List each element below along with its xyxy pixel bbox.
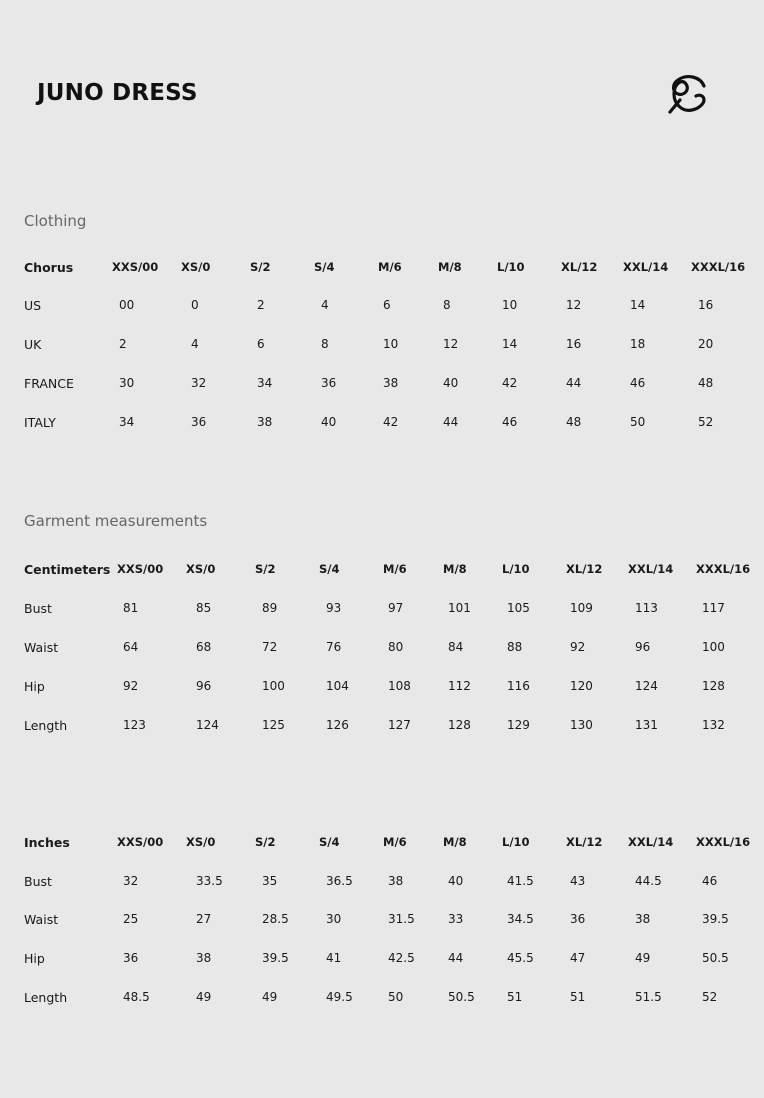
table-cell: 41 bbox=[326, 951, 342, 965]
table-cell: 96 bbox=[196, 679, 212, 693]
table-cell: 44.5 bbox=[635, 874, 662, 888]
column-header: M/8 bbox=[438, 260, 462, 274]
page-title: JUNO DRESS bbox=[37, 80, 198, 106]
table-cell: 47 bbox=[570, 951, 586, 965]
table-cell: 36.5 bbox=[326, 874, 353, 888]
table-cell: 25 bbox=[123, 912, 139, 926]
table-label-header: Centimeters bbox=[24, 562, 111, 577]
table-cell: 12 bbox=[443, 337, 459, 351]
table-cell: 126 bbox=[326, 718, 349, 732]
table-cell: 0 bbox=[191, 298, 199, 312]
column-header: XL/12 bbox=[566, 562, 603, 576]
table-cell: 49 bbox=[262, 990, 278, 1004]
table-label-header: Chorus bbox=[24, 260, 74, 275]
table-cell: 6 bbox=[383, 298, 391, 312]
table-cell: 124 bbox=[635, 679, 658, 693]
table-cell: 18 bbox=[630, 337, 646, 351]
column-header: M/6 bbox=[378, 260, 402, 274]
table-cell: 4 bbox=[191, 337, 199, 351]
column-header: XXXL/16 bbox=[691, 260, 746, 274]
table-cell: 76 bbox=[326, 640, 342, 654]
row-label: ITALY bbox=[24, 415, 56, 430]
table-cell: 31.5 bbox=[388, 912, 415, 926]
section-title: Clothing bbox=[24, 212, 87, 230]
table-label-header: Inches bbox=[24, 835, 70, 850]
table-cell: 97 bbox=[388, 601, 404, 615]
table-cell: 109 bbox=[570, 601, 593, 615]
column-header: L/10 bbox=[502, 835, 530, 849]
table-cell: 39.5 bbox=[702, 912, 729, 926]
row-label: Length bbox=[24, 718, 68, 733]
column-header: S/4 bbox=[314, 260, 335, 274]
table-cell: 14 bbox=[502, 337, 518, 351]
table-cell: 68 bbox=[196, 640, 212, 654]
table-cell: 40 bbox=[443, 376, 459, 390]
table-cell: 52 bbox=[698, 415, 714, 429]
table-cell: 124 bbox=[196, 718, 219, 732]
table-cell: 50.5 bbox=[448, 990, 475, 1004]
column-header: M/6 bbox=[383, 835, 407, 849]
table-cell: 34.5 bbox=[507, 912, 534, 926]
table-cell: 85 bbox=[196, 601, 212, 615]
table-cell: 38 bbox=[635, 912, 651, 926]
table-cell: 105 bbox=[507, 601, 530, 615]
table-cell: 92 bbox=[570, 640, 586, 654]
table-cell: 51 bbox=[570, 990, 586, 1004]
column-header: S/4 bbox=[319, 562, 340, 576]
table-cell: 44 bbox=[443, 415, 459, 429]
table-cell: 50 bbox=[388, 990, 404, 1004]
table-cell: 80 bbox=[388, 640, 404, 654]
column-header: XL/12 bbox=[561, 260, 598, 274]
column-header: XXS/00 bbox=[112, 260, 159, 274]
table-cell: 48 bbox=[698, 376, 714, 390]
table-cell: 42.5 bbox=[388, 951, 415, 965]
table-cell: 44 bbox=[566, 376, 582, 390]
column-header: XS/0 bbox=[181, 260, 211, 274]
table-cell: 72 bbox=[262, 640, 278, 654]
table-cell: 38 bbox=[383, 376, 399, 390]
cursive-c-logo-icon bbox=[664, 72, 708, 116]
table-cell: 50.5 bbox=[702, 951, 729, 965]
table-cell: 16 bbox=[698, 298, 714, 312]
table-cell: 6 bbox=[257, 337, 265, 351]
table-cell: 81 bbox=[123, 601, 139, 615]
row-label: Waist bbox=[24, 640, 59, 655]
table-cell: 35 bbox=[262, 874, 278, 888]
table-cell: 38 bbox=[257, 415, 273, 429]
table-cell: 51 bbox=[507, 990, 523, 1004]
table-cell: 10 bbox=[383, 337, 399, 351]
row-label: Hip bbox=[24, 679, 45, 694]
row-label: Hip bbox=[24, 951, 45, 966]
row-label: Bust bbox=[24, 601, 52, 616]
table-cell: 40 bbox=[448, 874, 464, 888]
table-cell: 27 bbox=[196, 912, 212, 926]
table-cell: 108 bbox=[388, 679, 411, 693]
table-cell: 8 bbox=[443, 298, 451, 312]
table-cell: 42 bbox=[502, 376, 518, 390]
row-label: UK bbox=[24, 337, 42, 352]
table-cell: 4 bbox=[321, 298, 329, 312]
table-cell: 52 bbox=[702, 990, 718, 1004]
column-header: S/2 bbox=[255, 562, 276, 576]
table-cell: 116 bbox=[507, 679, 530, 693]
table-cell: 120 bbox=[570, 679, 593, 693]
table-cell: 38 bbox=[196, 951, 212, 965]
table-cell: 32 bbox=[191, 376, 207, 390]
row-label: Bust bbox=[24, 874, 52, 889]
column-header: XXS/00 bbox=[117, 835, 164, 849]
table-cell: 30 bbox=[119, 376, 135, 390]
table-cell: 131 bbox=[635, 718, 658, 732]
table-cell: 16 bbox=[566, 337, 582, 351]
column-header: S/2 bbox=[250, 260, 271, 274]
table-cell: 129 bbox=[507, 718, 530, 732]
table-cell: 100 bbox=[702, 640, 725, 654]
table-cell: 128 bbox=[448, 718, 471, 732]
table-cell: 2 bbox=[257, 298, 265, 312]
table-cell: 125 bbox=[262, 718, 285, 732]
table-cell: 104 bbox=[326, 679, 349, 693]
section-title: Garment measurements bbox=[24, 512, 208, 530]
table-cell: 132 bbox=[702, 718, 725, 732]
column-header: XL/12 bbox=[566, 835, 603, 849]
table-cell: 43 bbox=[570, 874, 586, 888]
table-cell: 45.5 bbox=[507, 951, 534, 965]
table-cell: 48 bbox=[566, 415, 582, 429]
table-cell: 123 bbox=[123, 718, 146, 732]
table-cell: 130 bbox=[570, 718, 593, 732]
table-cell: 88 bbox=[507, 640, 523, 654]
column-header: XXXL/16 bbox=[696, 835, 751, 849]
table-cell: 51.5 bbox=[635, 990, 662, 1004]
table-cell: 34 bbox=[119, 415, 135, 429]
table-cell: 127 bbox=[388, 718, 411, 732]
table-cell: 36 bbox=[191, 415, 207, 429]
column-header: L/10 bbox=[502, 562, 530, 576]
table-cell: 93 bbox=[326, 601, 342, 615]
column-header: M/6 bbox=[383, 562, 407, 576]
table-cell: 46 bbox=[702, 874, 718, 888]
table-cell: 100 bbox=[262, 679, 285, 693]
column-header: XXL/14 bbox=[628, 562, 674, 576]
table-cell: 46 bbox=[630, 376, 646, 390]
table-cell: 36 bbox=[123, 951, 139, 965]
table-cell: 38 bbox=[388, 874, 404, 888]
table-cell: 50 bbox=[630, 415, 646, 429]
table-cell: 46 bbox=[502, 415, 518, 429]
column-header: XS/0 bbox=[186, 562, 216, 576]
table-cell: 84 bbox=[448, 640, 464, 654]
row-label: FRANCE bbox=[24, 376, 74, 391]
column-header: S/2 bbox=[255, 835, 276, 849]
table-cell: 101 bbox=[448, 601, 471, 615]
table-cell: 48.5 bbox=[123, 990, 150, 1004]
table-cell: 49 bbox=[635, 951, 651, 965]
table-cell: 42 bbox=[383, 415, 399, 429]
table-cell: 128 bbox=[702, 679, 725, 693]
table-cell: 96 bbox=[635, 640, 651, 654]
table-cell: 33.5 bbox=[196, 874, 223, 888]
table-cell: 113 bbox=[635, 601, 658, 615]
table-cell: 2 bbox=[119, 337, 127, 351]
table-cell: 39.5 bbox=[262, 951, 289, 965]
row-label: US bbox=[24, 298, 42, 313]
column-header: XXL/14 bbox=[628, 835, 674, 849]
table-cell: 8 bbox=[321, 337, 329, 351]
row-label: Length bbox=[24, 990, 68, 1005]
table-cell: 49.5 bbox=[326, 990, 353, 1004]
table-cell: 112 bbox=[448, 679, 471, 693]
table-cell: 92 bbox=[123, 679, 139, 693]
table-cell: 34 bbox=[257, 376, 273, 390]
table-cell: 36 bbox=[321, 376, 337, 390]
column-header: M/8 bbox=[443, 835, 467, 849]
table-cell: 12 bbox=[566, 298, 582, 312]
table-cell: 64 bbox=[123, 640, 139, 654]
table-cell: 30 bbox=[326, 912, 342, 926]
table-cell: 40 bbox=[321, 415, 337, 429]
column-header: M/8 bbox=[443, 562, 467, 576]
column-header: L/10 bbox=[497, 260, 525, 274]
row-label: Waist bbox=[24, 912, 59, 927]
table-cell: 14 bbox=[630, 298, 646, 312]
table-cell: 49 bbox=[196, 990, 212, 1004]
table-cell: 89 bbox=[262, 601, 278, 615]
table-cell: 33 bbox=[448, 912, 464, 926]
table-cell: 28.5 bbox=[262, 912, 289, 926]
table-cell: 41.5 bbox=[507, 874, 534, 888]
column-header: XXXL/16 bbox=[696, 562, 751, 576]
table-cell: 44 bbox=[448, 951, 464, 965]
column-header: XS/0 bbox=[186, 835, 216, 849]
table-cell: 36 bbox=[570, 912, 586, 926]
table-cell: 32 bbox=[123, 874, 139, 888]
column-header: XXS/00 bbox=[117, 562, 164, 576]
table-cell: 20 bbox=[698, 337, 714, 351]
table-cell: 117 bbox=[702, 601, 725, 615]
column-header: XXL/14 bbox=[623, 260, 669, 274]
table-cell: 10 bbox=[502, 298, 518, 312]
column-header: S/4 bbox=[319, 835, 340, 849]
table-cell: 00 bbox=[119, 298, 135, 312]
